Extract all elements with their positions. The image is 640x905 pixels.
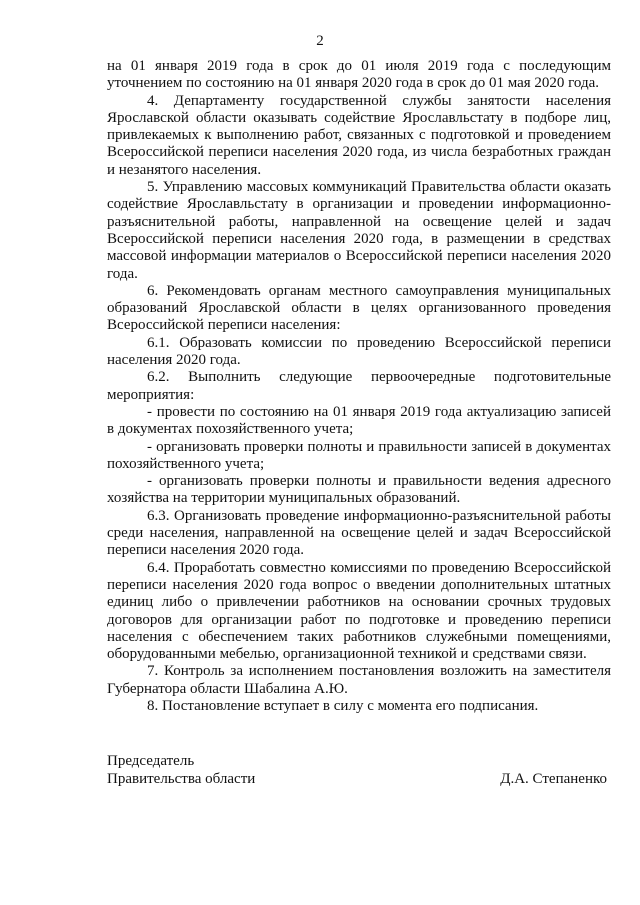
- paragraph-item-6: 6. Рекомендовать органам местного самоуправления муниципальных образований Ярославской области в целях организованного проведения Всероссийской переписи населения:: [107, 282, 611, 334]
- page-number: 2: [316, 33, 324, 49]
- paragraph-bullet-2: - организовать проверки полноты и правильности записей в документах похозяйственного учета;: [107, 438, 611, 472]
- signatory-name: Д.А. Степаненко: [500, 771, 607, 787]
- paragraph-bullet-1: - провести по состоянию на 01 января 2019 года актуализацию записей в документах похозяйственного учета;: [107, 403, 611, 438]
- paragraph-item-6-2: 6.2. Выполнить следующие первоочередные подготовительные мероприятия:: [107, 369, 611, 403]
- paragraph-item-7: 7. Контроль за исполнением постановления возложить на заместителя Губернатора области Шабалина А.Ю.: [107, 663, 611, 697]
- paragraph-item-4: 4. Департаменту государственной службы занятости населения Ярославской области оказывать содействие Ярославльстату в подборе лиц, привлекаемых к выполнению работ, связанных с подготовкой и проведением Всероссийской переписи населения 2020 года, из числа безработных граждан и незанятого населения.: [107, 92, 611, 178]
- signature-row: [107, 770, 607, 788]
- signatory-title-line2: Правительства области: [107, 771, 256, 787]
- paragraph-item-5: 5. Управлению массовых коммуникаций Правительства области оказать содействие Ярославльстату в организации и проведении информационно-разъяснительной работы, направленной на освещение целей и задач Всероссийской переписи населения 2020 года, в размещении в средствах массовой информации материалов о Всероссийской переписи населения 2020 года.: [107, 179, 611, 282]
- paragraph-bullet-3: - организовать проверки полноты и правильности ведения адресного хозяйства на территории муниципальных образований.: [107, 473, 611, 507]
- paragraph-item-6-3: 6.3. Организовать проведение информационно-разъяснительной работы среди населения, направленной на освещение целей и задач Всероссийской переписи населения 2020 года.: [107, 507, 611, 559]
- signature-block: [107, 752, 607, 788]
- paragraph-item-6-1: 6.1. Образовать комиссии по проведению Всероссийской переписи населения 2020 года.: [107, 334, 611, 369]
- paragraph-item-6-4: 6.4. Проработать совместно комиссиями по проведению Всероссийской переписи населения 2020 года вопрос о введении дополнительных штатных единиц либо о привлечении работников на основании срочных трудовых договоров для организации работ по подготовке и проведению переписи населения с обеспечением таких работников служебными помещениями, оборудованными мебелью, организационной техникой и средствами связи.: [107, 559, 611, 663]
- paragraph-continuation: на 01 января 2019 года в срок до 01 июля 2019 года с последующим уточнением по состоянию на 01 января 2020 года в срок до 01 мая 2020 года.: [107, 58, 611, 92]
- signatory-title-line1: Председатель: [107, 753, 195, 769]
- paragraph-item-8: 8. Постановление вступает в силу с момента его подписания.: [147, 697, 539, 714]
- document-body: [107, 58, 611, 715]
